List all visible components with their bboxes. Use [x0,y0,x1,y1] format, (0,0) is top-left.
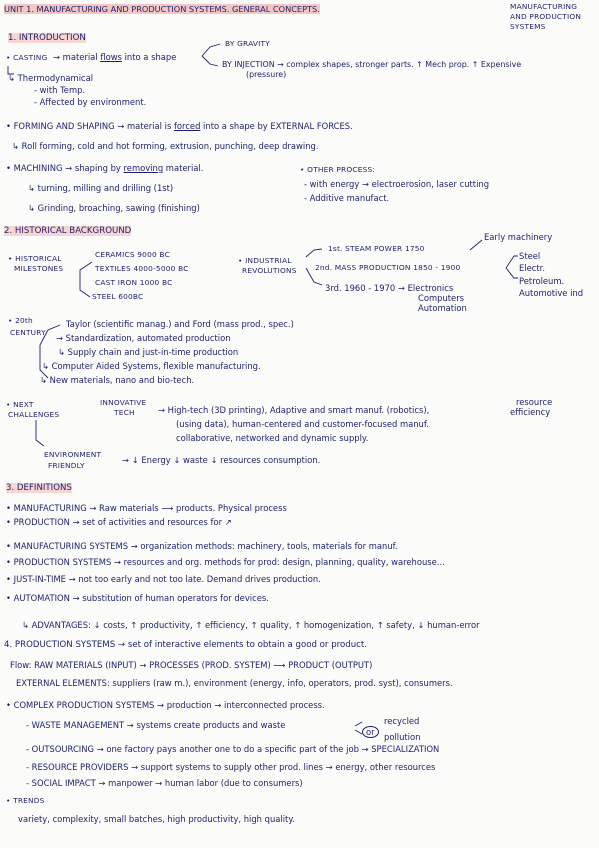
rev2-item: Petroleum. [519,276,565,286]
def-automation: • AUTOMATION → substitution of human operators for devices. [6,593,269,603]
environment-label-1: ENVIRONMENT [44,450,102,459]
thermo-label: ↳ Thermodynamical [8,73,94,83]
or-circle: or [362,726,379,738]
efficiency-label: efficiency [510,407,551,417]
milestone-item: CAST IRON 1000 BC [95,278,173,287]
rev2-item: Automotive ind [519,288,584,298]
rev2-branch [506,256,518,268]
revolutions-label-2: REVOLUTIONS [242,266,297,275]
innovative-label-1: INNOVATIVE [100,398,147,407]
milestone-item: STEEL 600BC [92,292,144,301]
revolution-3: 3rd. 1960 - 1970 → Electronics [325,283,454,293]
outsourcing: - OUTSOURCING → one factory pays another one to do a specific part of the job → SPECIALIZATION [26,744,440,754]
def-jit: • JUST-IN-TIME → not too early and not too late. Demand drives production. [6,574,321,584]
corner-label-3: SYSTEMS [510,22,546,31]
environment-text: → ↓ Energy ↓ waste ↓ resources consumption. [122,455,321,465]
waste-management: - WASTE MANAGEMENT → systems create products and waste [26,720,286,730]
c20-item: ↳ Computer Aided Systems, flexible manufacturing. [42,361,261,371]
waste-or-1 [355,722,362,726]
c20-item: ↳ New materials, nano and bio-tech. [40,375,195,385]
milestones-brace [80,262,92,297]
revolutions-label-1: • INDUSTRIAL [238,256,292,265]
rev2-item: Electr. [519,263,545,273]
early-machinery: Early machinery [484,232,553,242]
innovative-text-3: collaborative, networked and dynamic supply. [176,433,369,443]
recycled-label: recycled [384,716,420,726]
revolution-3-automation: Automation [418,303,467,313]
innovative-text-1: → High-tech (3D printing), Adaptive and smart manuf. (robotics), [158,405,430,415]
early-branch [470,240,482,250]
gravity-label: BY GRAVITY [225,39,270,48]
other-process-title: • OTHER PROCESS: [300,165,376,174]
def-manufacturing: • MANUFACTURING → Raw materials ⟶ products. Physical process [6,503,287,513]
next-label-1: • NEXT [6,400,34,409]
c20-label-2: CENTURY [10,328,46,337]
casting-definition: → material flows into a shape [53,52,177,62]
trends-label: • TRENDS [6,796,45,805]
waste-or-2 [355,730,362,734]
next-brace [36,420,44,446]
def-prod-systems: • PRODUCTION SYSTEMS → resources and org. methods for prod: design, planning, quality, warehouse... [6,557,445,567]
milestones-label-1: • HISTORICAL [8,254,62,263]
trends-text: variety, complexity, small batches, high productivity, high quality. [18,814,295,824]
env-note: - Affected by environment. [34,97,147,107]
other-energy: - with energy → electroerosion, laser cutting [304,179,490,189]
forming-line: • FORMING AND SHAPING → material is forced into a shape by EXTERNAL FORCES. [6,121,353,131]
pollution-label: pollution [384,732,421,742]
section-1-heading: 1. INTRODUCTION [8,33,86,43]
environment-label-2: FRIENDLY [48,461,85,470]
corner-label-1: MANUFACTURING [510,2,578,11]
other-additive: - Additive manufact. [304,193,390,203]
complex-systems: • COMPLEX PRODUCTION SYSTEMS → production → interconnected process. [6,700,325,710]
c20-label-1: • 20th [8,316,33,325]
rev-branch-1 [306,249,322,257]
machining-turning: ↳ turning, milling and drilling (1st) [28,183,174,193]
resource-providers: - RESOURCE PROVIDERS → support systems to supply other prod. lines → energy, other resources [26,762,436,772]
temp-note: - with Temp. [34,85,86,95]
rev2-branch-b [506,268,518,278]
milestone-item: CERAMICS 9000 BC [95,250,170,259]
c20-item: Taylor (scientific manag.) and Ford (mass prod., spec.) [66,319,294,329]
def-mfg-systems: • MANUFACTURING SYSTEMS → organization methods: machinery, tools, materials for manuf. [6,541,398,551]
milestones-label-2: MILESTONES [14,264,64,273]
rev2-item: Steel [519,251,541,261]
revolution-2: 2nd. MASS PRODUCTION 1850 - 1900 [315,263,461,272]
forming-list: ↳ Roll forming, cold and hot forming, extrusion, punching, deep drawing. [12,141,319,151]
pressure-note: (pressure) [246,70,287,79]
section-4-heading: 4. PRODUCTION SYSTEMS → set of interactive elements to obtain a good or product. [4,640,367,650]
gravity-branch [202,44,220,56]
external-elements: EXTERNAL ELEMENTS: suppliers (raw m.), environment (energy, info, operators, prod. syst), consumers. [16,678,453,688]
page-title: UNIT 1. MANUFACTURING AND PRODUCTION SYSTEMS. GENERAL CONCEPTS. [4,4,320,14]
injection-label: BY INJECTION → complex shapes, stronger parts. ↑ Mech prop. ↑ Expensive [222,60,522,69]
innovative-text-2: (using data), human-centered and customer-focused manuf. [176,419,429,429]
resource-label: resource [516,397,553,407]
c20-item: → Standardization, automated production [56,333,231,343]
revolution-3-computers: Computers [418,293,464,303]
section-2-heading: 2. HISTORICAL BACKGROUND [4,226,132,236]
innovative-label-2: TECH [114,408,135,417]
machining-grinding: ↳ Grinding, broaching, sawing (finishing) [28,203,200,213]
corner-label-2: AND PRODUCTION [510,12,582,21]
social-impact: - SOCIAL IMPACT → manpower → human labor (due to consumers) [26,778,303,788]
def-advantages: ↳ ADVANTAGES: ↓ costs, ↑ productivity, ↑ efficiency, ↑ quality, ↑ homogenization, ↑ safety, ↓ human-error [22,620,480,630]
milestone-item: TEXTILES 4000-5000 BC [95,264,189,273]
next-label-2: CHALLENGES [8,410,60,419]
prod-flow: Flow: RAW MATERIALS (INPUT) → PROCESSES (PROD. SYSTEM) ⟶ PRODUCT (OUTPUT) [10,660,373,670]
injection-branch [202,56,218,66]
c20-item: ↳ Supply chain and just-in-time production [58,347,239,357]
machining-line: • MACHINING → shaping by removing material. [6,163,204,173]
casting-label: • CASTING [6,53,48,62]
section-3-heading: 3. DEFINITIONS [6,483,72,493]
def-production: • PRODUCTION → set of activities and resources for ↗ [6,517,232,527]
revolution-1: 1st. STEAM POWER 1750 [328,244,425,253]
